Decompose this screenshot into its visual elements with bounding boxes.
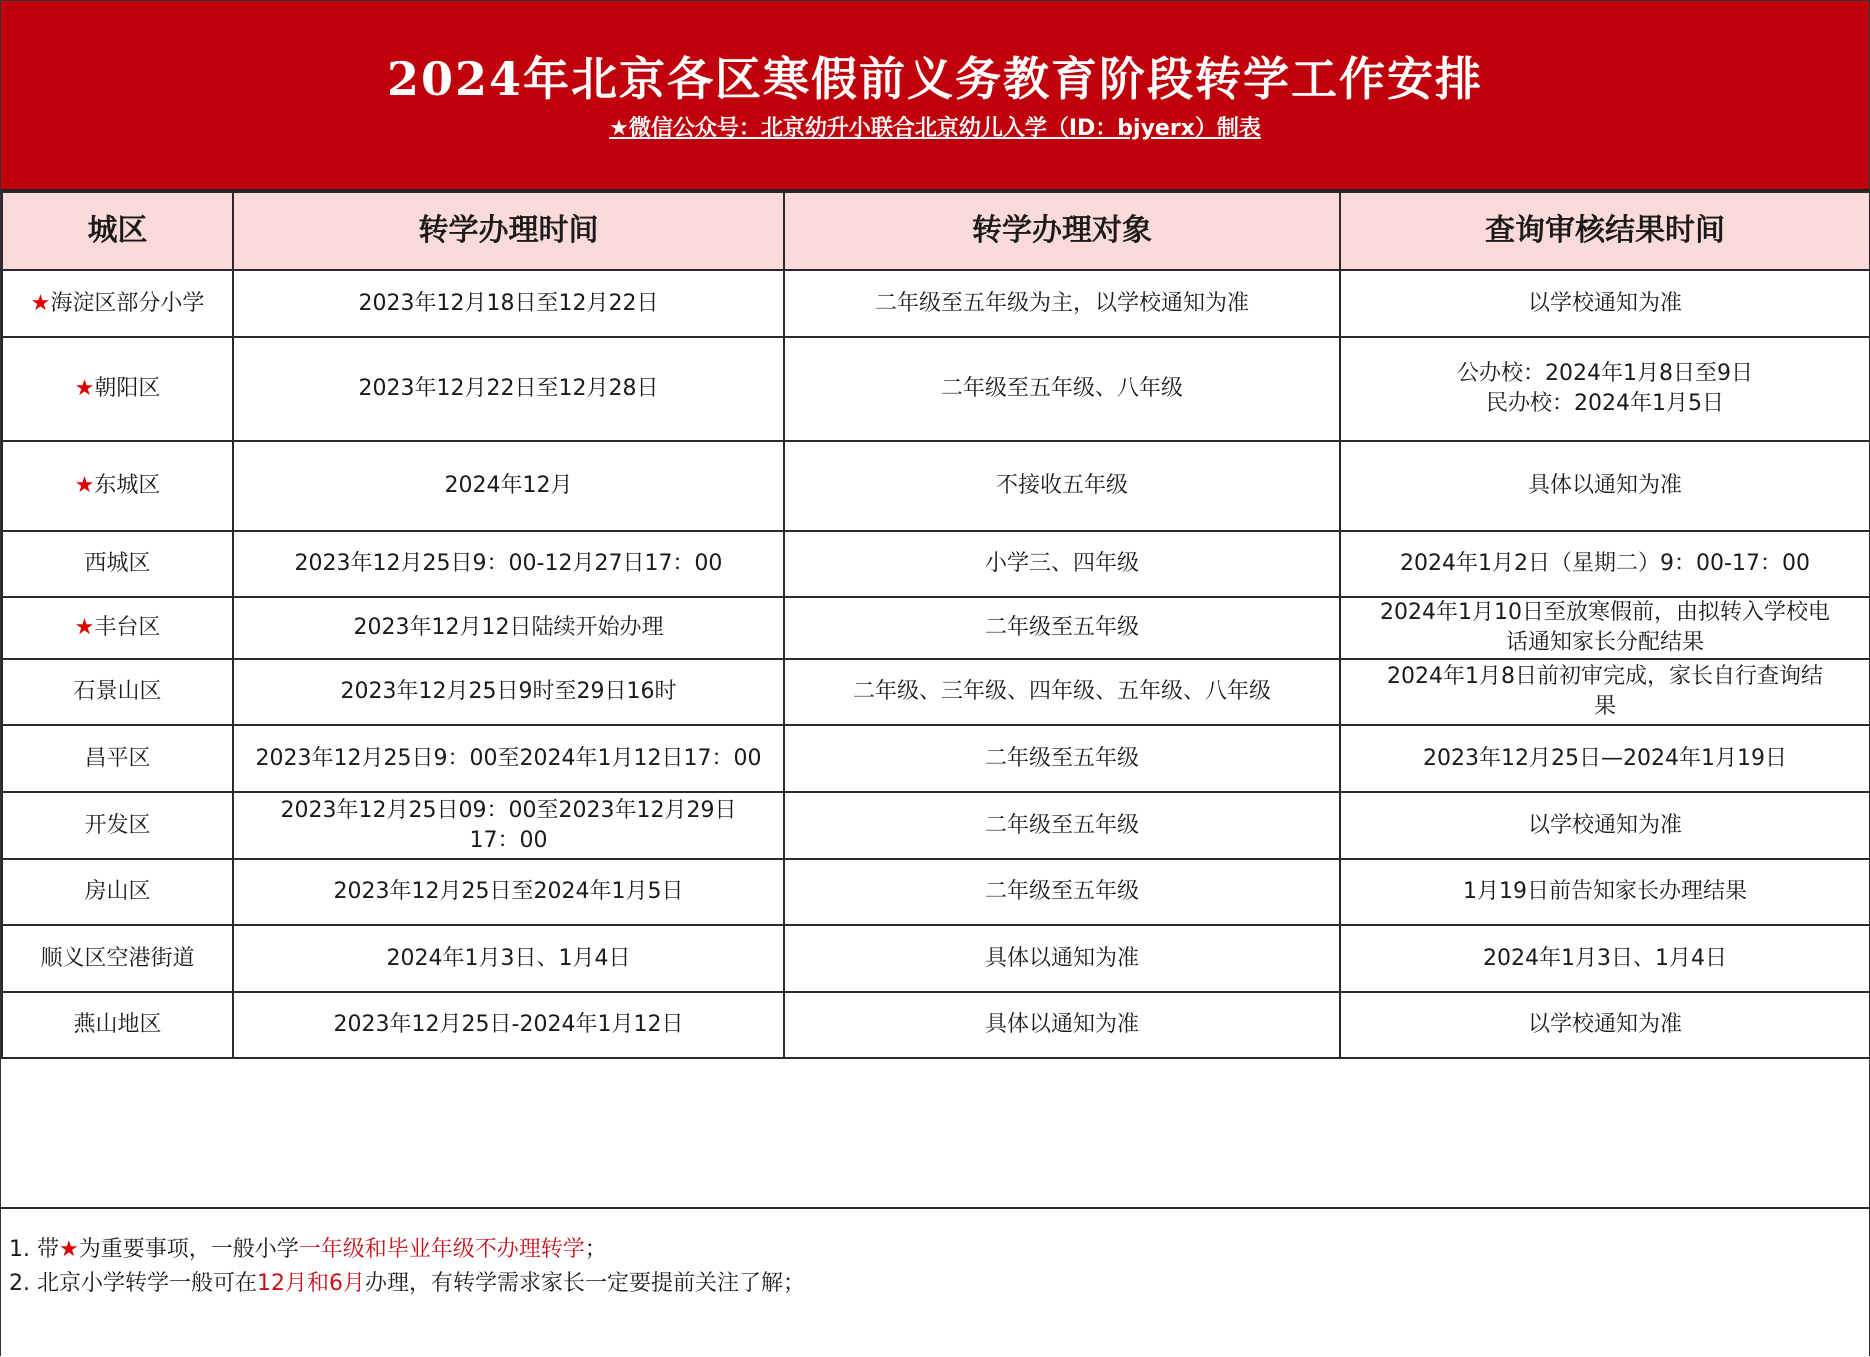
- transfer-time-cell-line: 2024年1月3日、1月4日: [386, 945, 631, 971]
- transfer-target-cell: [784, 337, 1340, 441]
- district-name: 房山区: [84, 879, 151, 904]
- result-time-cell-line: 以学校通知为准: [1527, 290, 1682, 316]
- transfer-time-cell-line: 2023年12月25日至2024年1月5日: [333, 879, 684, 904]
- district-cell: [2, 441, 233, 531]
- table-row: [2, 337, 1870, 441]
- note-1: [9, 1235, 607, 1265]
- result-time-cell-line: 具体以通知为准: [1527, 473, 1682, 498]
- transfer-time-cell-line: 2023年12月25日9时至29日16时: [340, 679, 677, 704]
- district-name: 丰台区: [94, 615, 161, 640]
- note-2-suffix: 办理，有转学需求家长一定要提前关注了解；: [364, 1271, 805, 1296]
- result-time-cell: [1340, 597, 1870, 659]
- result-time-cell: [1340, 270, 1870, 337]
- transfer-time-cell-line: 2024年12月: [444, 473, 573, 498]
- district-cell: [2, 531, 233, 597]
- table-row: [2, 925, 1870, 992]
- transfer-target-cell-line: 小学三、四年级: [984, 551, 1139, 576]
- district-cell: [2, 925, 233, 992]
- transfer-target-cell: [784, 792, 1340, 859]
- result-time-cell-line: 以学校通知为准: [1527, 812, 1682, 838]
- transfer-time-cell: [233, 659, 784, 725]
- table-row: [2, 659, 1870, 725]
- transfer-target-cell-line: 二年级至五年级: [984, 879, 1139, 904]
- district-cell: [2, 792, 233, 859]
- result-time-cell: [1340, 725, 1870, 792]
- star-icon: ★: [74, 473, 95, 498]
- note-1-highlight: 一年级和毕业年级不办理转学: [298, 1237, 585, 1262]
- transfer-time-cell: [233, 925, 784, 992]
- result-time-cell-line: 2024年1月8日前初审完成，家长自行查询结: [1387, 664, 1823, 689]
- result-time-cell-line: 以学校通知为准: [1527, 1012, 1682, 1037]
- star-icon: ★: [74, 615, 95, 640]
- transfer-target-cell-line: 二年级至五年级、八年级: [940, 376, 1183, 401]
- transfer-time-cell: [233, 597, 784, 659]
- result-time-cell-line: 1月19日前告知家长办理结果: [1463, 879, 1747, 904]
- result-time-cell-line: 2023年12月25日—2024年1月19日: [1423, 745, 1787, 771]
- transfer-target-cell-line: 具体以通知为准: [984, 945, 1139, 971]
- table-row: [2, 725, 1870, 792]
- result-time-cell: [1340, 925, 1870, 992]
- source-credit: ★微信公众号：北京幼升小联合北京幼儿入学（ID：bjyerx）制表: [609, 116, 1261, 141]
- transfer-time-cell-line: 2023年12月12日陆续开始办理: [353, 615, 664, 640]
- result-time-cell-line: 民办校：2024年1月5日: [1486, 391, 1724, 416]
- transfer-time-cell: [233, 531, 784, 597]
- transfer-time-cell: [233, 792, 784, 859]
- note-1-prefix: 1. 带: [9, 1237, 59, 1262]
- col-header-district: 城区: [2, 192, 233, 270]
- district-cell: [2, 725, 233, 792]
- district-name: 开发区: [84, 812, 151, 838]
- district-cell: [2, 337, 233, 441]
- note-2-prefix: 2. 北京小学转学一般可在: [9, 1271, 257, 1296]
- transfer-target-cell: [784, 531, 1340, 597]
- table-body: [2, 270, 1870, 1058]
- transfer-target-cell: [784, 925, 1340, 992]
- transfer-target-cell: [784, 441, 1340, 531]
- result-time-cell-line: 2024年1月2日（星期二）9：00-17：00: [1400, 551, 1810, 576]
- district-name: 顺义区空港街道: [40, 945, 195, 971]
- schedule-table: [1, 191, 1870, 1059]
- transfer-target-cell-line: 二年级至五年级: [984, 812, 1139, 838]
- district-cell: [2, 992, 233, 1058]
- transfer-target-cell: [784, 725, 1340, 792]
- district-name: 昌平区: [84, 745, 151, 771]
- transfer-time-cell-line: 2023年12月25日-2024年1月12日: [333, 1012, 684, 1037]
- col-header-result-time: 查询审核结果时间: [1340, 192, 1870, 270]
- note-2: [9, 1269, 805, 1299]
- result-time-cell: [1340, 659, 1870, 725]
- result-time-cell: [1340, 792, 1870, 859]
- table-row: [2, 792, 1870, 859]
- transfer-time-cell: [233, 270, 784, 337]
- transfer-time-cell-line: 2023年12月25日9：00-12月27日17：00: [294, 551, 723, 576]
- result-time-cell: [1340, 337, 1870, 441]
- transfer-target-cell-line: 二年级至五年级为主，以学校通知为准: [874, 290, 1249, 316]
- result-time-cell: [1340, 859, 1870, 925]
- result-time-cell-line: 公办校：2024年1月8日至9日: [1457, 361, 1753, 386]
- table-row: [2, 441, 1870, 531]
- table-header-row: [2, 192, 1870, 270]
- page-title: 2024年北京各区寒假前义务教育阶段转学工作安排: [386, 52, 1484, 106]
- star-icon: ★: [30, 290, 51, 316]
- district-name: 朝阳区: [94, 376, 161, 401]
- transfer-target-cell: [784, 992, 1340, 1058]
- result-time-cell: [1340, 531, 1870, 597]
- district-cell: [2, 659, 233, 725]
- transfer-target-cell: [784, 859, 1340, 925]
- transfer-time-cell-line: 2023年12月25日9：00至2024年1月12日17：00: [255, 745, 762, 771]
- star-icon: ★: [74, 376, 95, 401]
- district-name: 东城区: [94, 473, 161, 498]
- transfer-time-cell-line: 2023年12月22日至12月28日: [358, 376, 659, 401]
- table-row: [2, 270, 1870, 337]
- result-time-cell: [1340, 992, 1870, 1058]
- transfer-target-cell-line: 二年级至五年级: [984, 615, 1139, 640]
- table-row: [2, 992, 1870, 1058]
- note-1-mid: 为重要事项，一般小学: [78, 1237, 299, 1262]
- district-name: 西城区: [84, 551, 151, 576]
- transfer-time-cell: [233, 992, 784, 1058]
- col-header-time: 转学办理时间: [233, 192, 784, 270]
- transfer-target-cell-line: 二年级至五年级: [984, 745, 1139, 771]
- result-time-cell-line: 2024年1月10日至放寒假前，由拟转入学校电: [1380, 600, 1830, 625]
- transfer-target-cell: [784, 270, 1340, 337]
- transfer-time-cell: [233, 337, 784, 441]
- note-2-highlight: 12月和6月: [256, 1271, 365, 1296]
- district-name: 燕山地区: [73, 1012, 162, 1037]
- transfer-time-cell-line: 17：00: [469, 827, 548, 853]
- district-cell: [2, 270, 233, 337]
- transfer-target-cell: [784, 597, 1340, 659]
- result-time-cell-line: 话通知家长分配结果: [1505, 630, 1704, 655]
- result-time-cell: [1340, 441, 1870, 531]
- district-cell: [2, 597, 233, 659]
- result-time-cell-line: 2024年1月3日、1月4日: [1483, 945, 1727, 971]
- result-time-cell-line: 果: [1593, 694, 1616, 719]
- transfer-target-cell-line: 二年级、三年级、四年级、五年级、八年级: [852, 679, 1271, 704]
- table-row: [2, 859, 1870, 925]
- transfer-target-cell: [784, 659, 1340, 725]
- district-cell: [2, 859, 233, 925]
- transfer-time-cell-line: 2023年12月25日09：00至2023年12月29日: [280, 797, 737, 823]
- star-icon: ★: [58, 1237, 79, 1262]
- table-row: [2, 531, 1870, 597]
- title-banner: [1, 1, 1869, 191]
- district-name: 海淀区部分小学: [50, 290, 205, 316]
- district-name: 石景山区: [73, 679, 162, 704]
- transfer-time-cell: [233, 859, 784, 925]
- transfer-time-cell-line: 2023年12月18日至12月22日: [358, 290, 659, 316]
- transfer-target-cell-line: 不接收五年级: [995, 473, 1128, 498]
- transfer-time-cell: [233, 725, 784, 792]
- notes-section: [1, 1207, 1869, 1357]
- table-row: [2, 597, 1870, 659]
- note-1-suffix: ；: [584, 1237, 607, 1262]
- transfer-time-cell: [233, 441, 784, 531]
- col-header-target: 转学办理对象: [784, 192, 1340, 270]
- transfer-target-cell-line: 具体以通知为准: [984, 1012, 1139, 1037]
